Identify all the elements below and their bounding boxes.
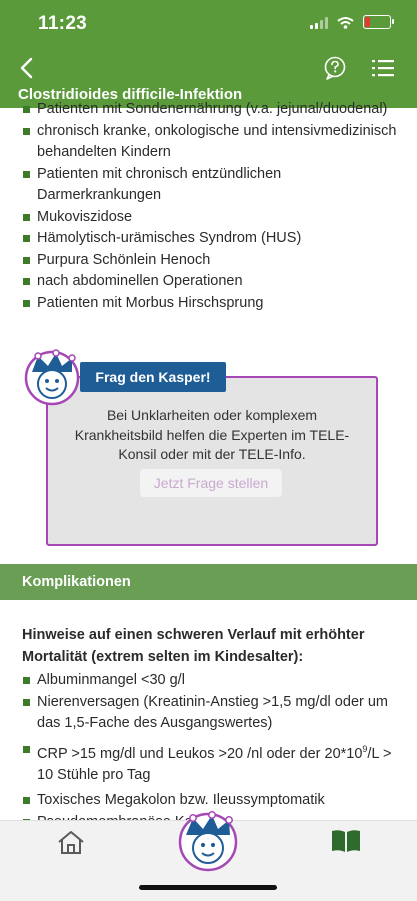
list-item: Albuminmangel <30 g/l (22, 670, 402, 692)
crp-text-a: CRP >15 mg/dl und Leukos >20 /nl oder der 20*10 (37, 745, 363, 762)
list-item: Patienten mit Sondenernährung (v.a. jejunal/duodenal) (22, 99, 402, 121)
status-bar (0, 0, 417, 46)
book-icon[interactable] (330, 828, 362, 854)
section-heading-complications[interactable]: Komplikationen (0, 564, 417, 600)
list-item: Mukoviszidose (22, 207, 402, 229)
home-icon[interactable] (56, 829, 86, 855)
back-arrow-icon[interactable] (14, 54, 42, 82)
signal-icon (310, 16, 328, 29)
battery-icon (363, 15, 391, 29)
list-item: chronisch kranke, onkologische und intensivmedizinisch behandelten Kindern (22, 121, 402, 164)
status-icons (310, 15, 391, 29)
ask-kasper-text: Bei Unklarheiten oder komplexem Krankheitsbild helfen die Experten im TELE-Konsil oder mit der TELE-Info. (74, 407, 350, 462)
status-time: 11:23 (38, 13, 88, 34)
ask-kasper-box (46, 376, 378, 546)
page-title: Clostridioides difficile-Infektion (18, 86, 243, 103)
list-item: Patienten mit Morbus Hirschsprung (22, 293, 402, 315)
app-header (0, 0, 417, 108)
crp-text-b: /L > 10 Stühle pro Tag (37, 745, 392, 783)
kasper-tab-icon[interactable] (176, 809, 240, 871)
list-item: Nierenversagen (Kreatinin-Anstieg >1,5 mg/dl oder um das 1,5-Fache des Ausgangswertes) (22, 692, 402, 735)
ask-kasper-tag: Frag den Kasper! (80, 362, 226, 392)
bottom-tab-bar (0, 820, 417, 901)
crp-exponent: 9 (362, 743, 368, 754)
list-item: Hämolytisch-urämisches Syndrom (HUS) (22, 228, 402, 250)
chat-question-icon[interactable] (321, 54, 349, 82)
article-content[interactable] (0, 101, 417, 820)
kasper-mascot-icon (22, 348, 82, 406)
home-indicator (139, 885, 277, 890)
list-item (22, 739, 402, 787)
list-item: nach abdominellen Operationen (22, 271, 402, 293)
nav-bar (0, 46, 417, 90)
list-item: Toxisches Megakolon bzw. Ileussymptomatik (22, 790, 402, 812)
risk-group-list (22, 99, 402, 314)
wifi-icon (337, 16, 354, 29)
list-item: Patienten mit chronisch entzündlichen Darmerkrankungen (22, 164, 402, 207)
severity-hint: Hinweise auf einen schweren Verlauf mit erhöhter Mortalität (extrem selten im Kindesalter): (22, 627, 365, 665)
toc-list-icon[interactable] (370, 55, 396, 81)
list-item: Purpura Schönlein Henoch (22, 250, 402, 272)
ask-question-button[interactable]: Jetzt Frage stellen (140, 469, 282, 497)
